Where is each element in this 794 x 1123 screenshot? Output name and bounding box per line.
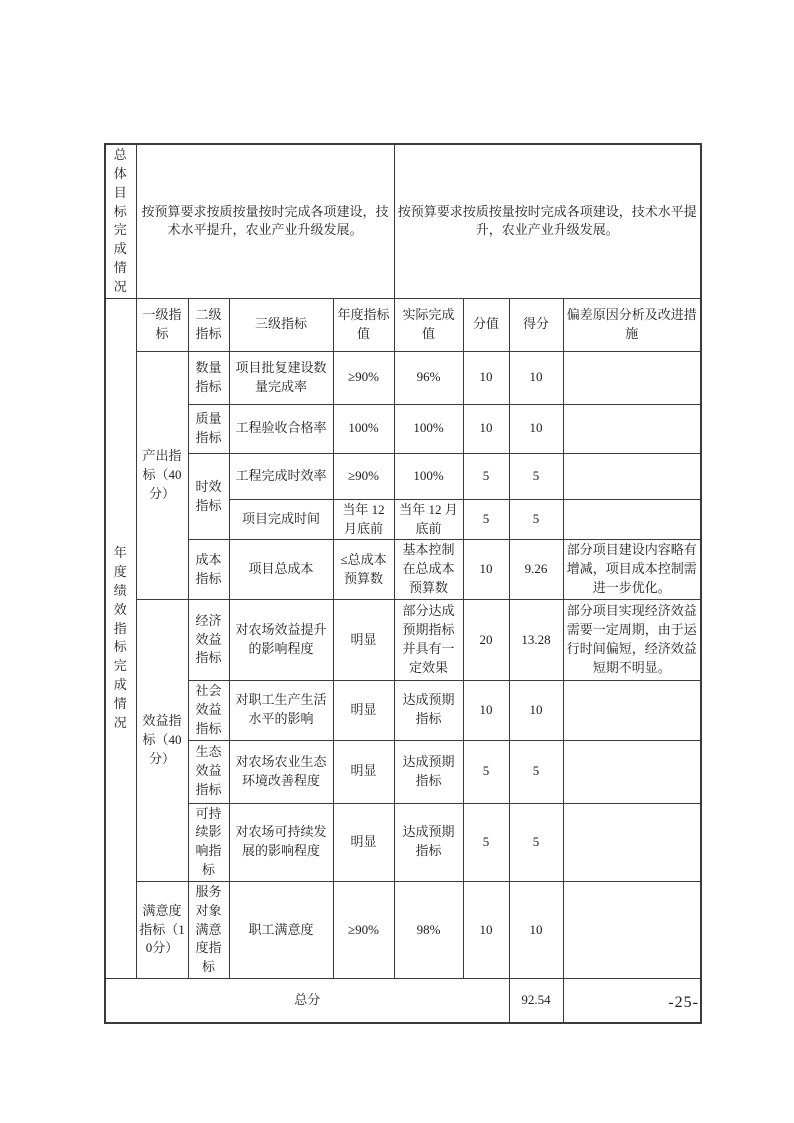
cell-actual: 98%	[394, 881, 463, 978]
cell-actual: 达成预期指标	[394, 680, 463, 740]
table-row	[105, 740, 701, 803]
cell-actual: 当年 12 月底前	[394, 499, 463, 540]
header-deviation: 偏差原因分析及改进措施	[563, 298, 701, 351]
cell-score: 5	[509, 453, 563, 499]
cell-actual: 100%	[394, 404, 463, 453]
header-points: 分值	[463, 298, 509, 351]
cell-target: 明显	[333, 803, 394, 881]
cell-target: 明显	[333, 599, 394, 680]
cell-points: 5	[463, 453, 509, 499]
performance-indicator-table	[104, 143, 702, 1024]
header-actual: 实际完成值	[394, 298, 463, 351]
cell-target: ≥90%	[333, 351, 394, 404]
cell-target: ≥90%	[333, 881, 394, 978]
cell-target: 100%	[333, 404, 394, 453]
cell-level2: 服务对象满意度指标	[188, 881, 229, 978]
table-header-row	[105, 298, 701, 351]
cell-points: 10	[463, 680, 509, 740]
cell-level2: 质量指标	[188, 404, 229, 453]
table-row	[105, 351, 701, 404]
table-row	[105, 540, 701, 600]
cell-score: 5	[509, 740, 563, 803]
cell-level3: 对职工生产生活水平的影响	[229, 680, 333, 740]
cell-level2: 成本指标	[188, 540, 229, 600]
cell-actual: 达成预期指标	[394, 740, 463, 803]
level1-benefit-cell: 效益指标（40分）	[136, 599, 188, 881]
cell-score: 13.28	[509, 599, 563, 680]
table-row	[105, 599, 701, 680]
annual-section-label-cell: 年度绩效指标完成情况	[105, 298, 136, 978]
cell-actual: 达成预期指标	[394, 803, 463, 881]
cell-points: 10	[463, 881, 509, 978]
cell-score: 10	[509, 351, 563, 404]
cell-level3: 对农场农业生态环境改善程度	[229, 740, 333, 803]
total-score-value-cell: 92.54	[509, 979, 563, 1023]
total-score-row	[105, 979, 701, 1023]
cell-level2: 时效指标	[188, 453, 229, 540]
overall-goal-target-cell: 按预算要求按质按量按时完成各项建设，技术水平提升，农业产业升级发展。	[136, 144, 394, 298]
cell-points: 10	[463, 351, 509, 404]
cell-score: 5	[509, 499, 563, 540]
cell-level3: 项目批复建设数量完成率	[229, 351, 333, 404]
cell-score: 10	[509, 881, 563, 978]
cell-deviation	[563, 351, 701, 404]
cell-deviation	[563, 499, 701, 540]
header-level2: 二级指标	[188, 298, 229, 351]
cell-score: 9.26	[509, 540, 563, 600]
cell-points: 5	[463, 803, 509, 881]
cell-actual: 96%	[394, 351, 463, 404]
cell-deviation	[563, 680, 701, 740]
cell-level2: 社会效益指标	[188, 680, 229, 740]
table-row	[105, 680, 701, 740]
cell-level3: 项目完成时间	[229, 499, 333, 540]
cell-points: 5	[463, 740, 509, 803]
cell-level3: 对农场效益提升的影响程度	[229, 599, 333, 680]
cell-points: 10	[463, 540, 509, 600]
cell-level3: 项目总成本	[229, 540, 333, 600]
cell-deviation: 部分项目实现经济效益需要一定周期，由于运行时间偏短，经济效益短期不明显。	[563, 599, 701, 680]
cell-target: 当年 12 月底前	[333, 499, 394, 540]
table-row	[105, 453, 701, 499]
cell-level3: 职工满意度	[229, 881, 333, 978]
cell-level2: 生态效益指标	[188, 740, 229, 803]
cell-score: 10	[509, 404, 563, 453]
cell-deviation	[563, 404, 701, 453]
cell-level2: 可持续影响指标	[188, 803, 229, 881]
cell-actual: 100%	[394, 453, 463, 499]
cell-actual: 基本控制在总成本预算数	[394, 540, 463, 600]
cell-level3: 工程完成时效率	[229, 453, 333, 499]
cell-deviation	[563, 803, 701, 881]
table-row	[105, 881, 701, 978]
total-score-label-cell: 总分	[105, 979, 509, 1023]
cell-level2: 经济效益指标	[188, 599, 229, 680]
cell-level2: 数量指标	[188, 351, 229, 404]
overall-goal-label-cell: 总体目标完成情况	[105, 144, 136, 298]
cell-deviation	[563, 881, 701, 978]
overall-goal-row	[105, 144, 701, 298]
header-level3: 三级指标	[229, 298, 333, 351]
cell-score: 10	[509, 680, 563, 740]
cell-target: ≥90%	[333, 453, 394, 499]
level1-output-cell: 产出指标（40分）	[136, 351, 188, 599]
level1-satisfaction-cell: 满意度指标（10分）	[136, 881, 188, 978]
cell-deviation: 部分项目建设内容略有增减，项目成本控制需进一步优化。	[563, 540, 701, 600]
cell-deviation	[563, 453, 701, 499]
table-row	[105, 803, 701, 881]
header-score: 得分	[509, 298, 563, 351]
header-level1: 一级指标	[136, 298, 188, 351]
cell-target: 明显	[333, 680, 394, 740]
header-annual-target: 年度指标值	[333, 298, 394, 351]
cell-points: 20	[463, 599, 509, 680]
overall-goal-actual-cell: 按预算要求按质按量按时完成各项建设，技术水平提升，农业产业升级发展。	[394, 144, 701, 298]
cell-level3: 工程验收合格率	[229, 404, 333, 453]
cell-actual: 部分达成预期指标并具有一定效果	[394, 599, 463, 680]
cell-level3: 对农场可持续发展的影响程度	[229, 803, 333, 881]
cell-score: 5	[509, 803, 563, 881]
cell-deviation	[563, 740, 701, 803]
cell-target: 明显	[333, 740, 394, 803]
cell-points: 10	[463, 404, 509, 453]
cell-points: 5	[463, 499, 509, 540]
cell-target: ≤总成本预算数	[333, 540, 394, 600]
table-row	[105, 404, 701, 453]
page-number: -25-	[668, 994, 699, 1011]
